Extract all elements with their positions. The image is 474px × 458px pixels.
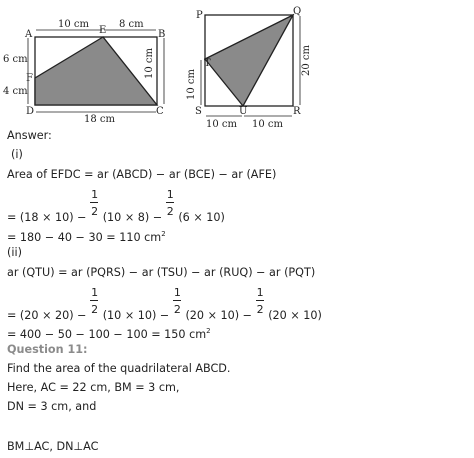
fraction-half: $\frac{1}{2}$ [91, 188, 99, 218]
label-ts: 10 cm [186, 69, 197, 100]
fraction-half: $\frac{1}{2}$ [173, 286, 181, 316]
fraction-half: $\frac{1}{2}$ [91, 286, 99, 316]
calc-term-1: = (18 × 10) − [7, 211, 87, 224]
point-u: U [239, 106, 248, 117]
point-a: A [25, 29, 33, 40]
point-c: C [156, 106, 164, 117]
label-su: 10 cm [206, 119, 237, 128]
label-eb: 8 cm [119, 19, 144, 30]
point-f: F [26, 73, 33, 84]
question-11-heading: Question 11: [7, 343, 88, 356]
point-t: T [204, 58, 211, 69]
calc-term-4: (20 × 10) [268, 309, 322, 322]
calc-term-2: (10 × 10) − [102, 309, 170, 322]
shaded-triangle-qtu [205, 15, 293, 106]
part-i-label: (i) [11, 148, 23, 161]
label-ur: 10 cm [252, 119, 283, 128]
point-s: S [195, 106, 202, 117]
label-bc: 10 cm [144, 48, 155, 79]
answer-heading: Answer: [7, 129, 52, 142]
calc-term-3: (6 × 10) [178, 211, 225, 224]
point-q: Q [293, 6, 302, 17]
label-fd: 4 cm [3, 86, 28, 97]
label-af: 6 cm [3, 54, 28, 65]
given-values-1: Here, AC = 22 cm, BM = 3 cm, [7, 381, 180, 394]
area-qtu-result: = 400 − 50 − 100 − 100 = 150 $cm^2$ [7, 327, 211, 341]
label-ae: 10 cm [58, 19, 89, 30]
calc-term-3: (20 × 10) − [185, 309, 253, 322]
point-e: E [99, 25, 107, 36]
calc-term-1: = (20 × 20) − [7, 309, 87, 322]
point-r: R [293, 106, 301, 117]
label-qr: 20 cm [301, 45, 312, 76]
area-qtu-calculation [7, 286, 322, 323]
shaded-region-efdc [35, 37, 157, 105]
area-qtu-statement: ar (QTU) = ar (PQRS) − ar (TSU) − ar (RUQ) − ar (PQT) [7, 266, 316, 279]
given-perpendiculars: BM⊥AC, DN⊥AC [7, 440, 99, 453]
area-efdc-calculation [7, 188, 225, 225]
figure-rectangle-abcd [0, 0, 180, 128]
area-efdc-result: = 180 − 40 − 30 = 110 $cm^2$ [7, 230, 166, 244]
calc-term-2: (10 × 8) − [102, 211, 163, 224]
given-values-2: DN = 3 cm, and [7, 400, 97, 413]
fraction-half: $\frac{1}{2}$ [166, 188, 174, 218]
point-p: P [196, 10, 203, 21]
part-ii-label: (ii) [7, 246, 22, 259]
question-11-text: Find the area of the quadrilateral ABCD. [7, 362, 231, 375]
label-dc: 18 cm [84, 114, 115, 125]
area-efdc-statement: Area of EFDC = ar (ABCD) − ar (BCE) − ar (AFE) [7, 168, 277, 181]
point-b: B [158, 29, 166, 40]
figure-square-pqrs [182, 0, 312, 128]
fraction-half: $\frac{1}{2}$ [256, 286, 264, 316]
point-d: D [26, 106, 35, 117]
